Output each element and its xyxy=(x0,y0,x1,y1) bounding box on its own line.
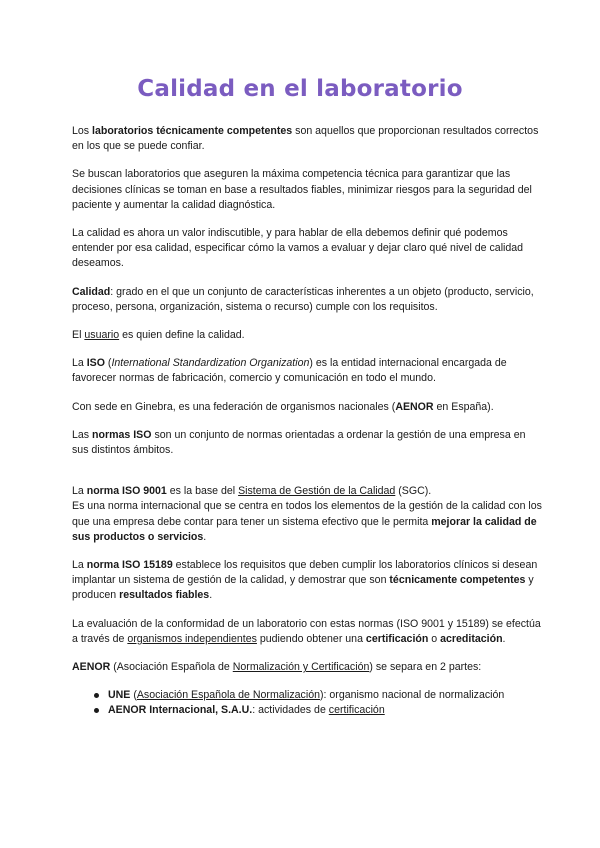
paragraph-competent-labs: Los laboratorios técnicamente competentes son aquellos que proporcionan resultados correctos en los que se puede confiar. xyxy=(72,125,539,153)
paragraph-iso-norms: Las normas ISO son un conjunto de normas orientadas a ordenar la gestión de una empresa en sus distintos ámbitos. xyxy=(72,428,526,457)
paragraph-evaluation: La evaluación de la conformidad de un laboratorio con estas normas (ISO 9001 y 15189) se efectúa a través de organismos independientes pudiendo obtener una certificación o acreditación. xyxy=(72,617,541,645)
paragraph-quality-definition: Calidad: grado en el que un conjunto de características inherentes a un objeto (producto, servicio, proceso, persona, organización, sistema o recurso) cumple con los requisitos. xyxy=(72,285,534,313)
list-item: AENOR Internacional, S.A.U.: actividades de certificación xyxy=(94,703,542,718)
aenor-parts-list xyxy=(72,688,542,718)
paragraph-quality-value: La calidad es ahora un valor indiscutible, y para hablar de ella debemos definir qué podemos entender por esa calidad, especificar cómo la vamos a evaluar y dejar claro qué nivel de calidad deseamos. xyxy=(72,227,524,270)
list-item: UNE (Asociación Española de Normalización): organismo nacional de normalización xyxy=(94,688,542,703)
paragraph-aenor: AENOR (Asociación Española de Normalización y Certificación) se separa en 2 partes: xyxy=(72,661,482,674)
paragraph-iso: La ISO (International Standardization Organization) es la entidad internacional encargada de favorecer normas de fabricación, comercio y comunicación en todo el mundo. xyxy=(72,357,507,385)
paragraph-iso-9001: La norma ISO 9001 es la base del Sistema de Gestión de la Calidad (SGC). Es una norma internacional que se centra en todos los elementos de la gestión de la calidad con los que una empresa debe contar para tener un sistema efectivo que le permita mejorar la calidad de sus productos o servicios. xyxy=(72,485,542,543)
paragraph-goals: Se buscan laboratorios que aseguren la máxima competencia técnica para garantizar que las decisiones clínicas se toman en base a resultados fiables, minimizar riesgos para la seguridad del paciente y aumentar la calidad diagnóstica. xyxy=(72,168,532,211)
paragraph-geneva: Con sede en Ginebra, es una federación de organismos nacionales (AENOR en España). xyxy=(72,400,494,413)
paragraph-iso-15189: La norma ISO 15189 establece los requisitos que deben cumplir los laboratorios clínicos si desean implantar un sistema de gestión de la calidad, y demostrar que son técnicamente competentes y producen resultados fiables. xyxy=(72,559,538,602)
document-body xyxy=(72,124,542,719)
paragraph-user: El usuario es quien define la calidad. xyxy=(72,329,245,342)
page-title: Calidad en el laboratorio xyxy=(137,76,463,102)
